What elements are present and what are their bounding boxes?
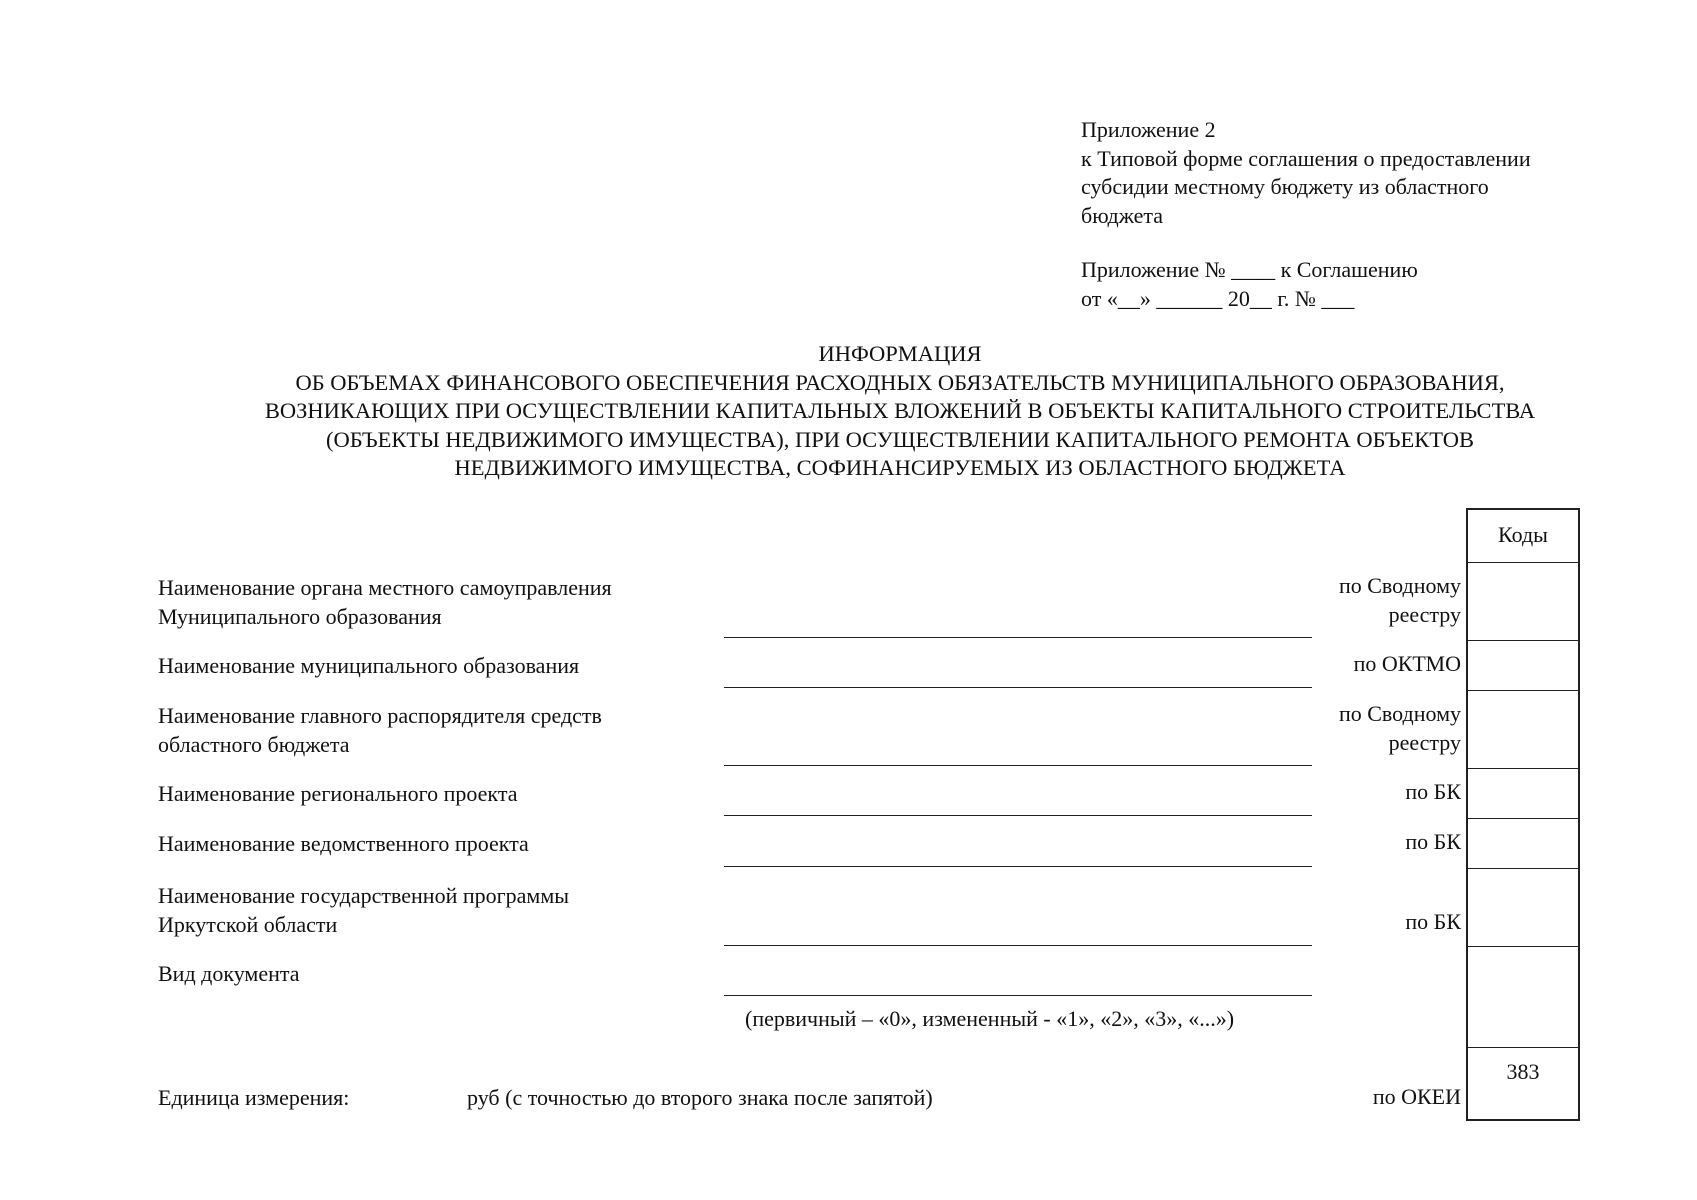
- code-label-bk: по БК: [1405, 829, 1461, 854]
- fill-line-local-authority[interactable]: [724, 637, 1312, 638]
- appendix-line: к Типовой форме соглашения о предоставлении: [1081, 145, 1531, 171]
- fill-line-departmental-project[interactable]: [724, 866, 1312, 867]
- field-label-document-type: Вид документа: [158, 961, 300, 986]
- fill-line-chief-administrator[interactable]: [724, 765, 1312, 766]
- document-type-hint: (первичный – «0», измененный - «1», «2», «3», «...»): [745, 1006, 1235, 1031]
- code-label-oktmo: по ОКТМО: [1353, 651, 1461, 676]
- code-cell-okei: 383: [1468, 1047, 1578, 1121]
- code-cell-local-authority[interactable]: [1468, 562, 1578, 640]
- fill-line-regional-project[interactable]: [724, 815, 1312, 816]
- field-label-local-authority: Наименование органа местного самоуправления Муниципального образования: [158, 575, 612, 629]
- appendix-title: Приложение 2: [1081, 117, 1216, 142]
- field-label-state-program: Наименование государственной программы Иркутской области: [158, 883, 570, 937]
- field-label-departmental-project: Наименование ведомственного проекта: [158, 831, 529, 856]
- title-line: НЕДВИЖИМОГО ИМУЩЕСТВА, СОФИНАНСИРУЕМЫХ ИЗ ОБЛАСТНОГО БЮДЖЕТА: [454, 455, 1346, 480]
- code-cell-departmental-project[interactable]: [1468, 818, 1578, 868]
- code-cell-oktmo[interactable]: [1468, 640, 1578, 690]
- agreement-appendix-number: Приложение № ____ к Соглашению: [1081, 257, 1418, 282]
- field-label-regional-project: Наименование регионального проекта: [158, 781, 518, 806]
- code-label-bk: по БК: [1405, 909, 1461, 934]
- title-line: ОБ ОБЪЕМАХ ФИНАНСОВОГО ОБЕСПЕЧЕНИЯ РАСХОДНЫХ ОБЯЗАТЕЛЬСТВ МУНИЦИПАЛЬНОГО ОБРАЗОВАНИЯ,: [295, 369, 1505, 395]
- appendix-line: бюджета: [1081, 202, 1164, 228]
- field-label-municipality: Наименование муниципального образования: [158, 653, 580, 678]
- codes-box: [1466, 508, 1580, 1121]
- codes-header: Коды: [1498, 522, 1548, 547]
- unit-label: Единица измерения:: [158, 1085, 350, 1110]
- title-line: ВОЗНИКАЮЩИХ ПРИ ОСУЩЕСТВЛЕНИИ КАПИТАЛЬНЫХ ВЛОЖЕНИЙ В ОБЪЕКТЫ КАПИТАЛЬНОГО СТРОИТЕЛЬСТВА: [264, 398, 1536, 423]
- fill-line-municipality[interactable]: [724, 687, 1312, 688]
- unit-value: руб (с точностью до второго знака после запятой): [467, 1085, 933, 1110]
- code-label-bk: по БК: [1405, 779, 1461, 804]
- code-cell-state-program[interactable]: [1468, 868, 1578, 946]
- code-cell-chief-administrator[interactable]: [1468, 690, 1578, 768]
- fill-line-document-type[interactable]: [724, 995, 1312, 996]
- agreement-date-number: от «__» ______ 20__ г. № ___: [1081, 285, 1355, 311]
- code-cell-regional-project[interactable]: [1468, 768, 1578, 818]
- appendix-line: субсидии местному бюджету из областного: [1081, 174, 1489, 199]
- code-label-consolidated-register: по Сводному реестру: [1338, 701, 1461, 755]
- code-label-consolidated-register: по Сводному реестру: [1338, 573, 1461, 627]
- code-label-okei: по ОКЕИ: [1372, 1084, 1461, 1109]
- title-heading: ИНФОРМАЦИЯ: [818, 341, 982, 366]
- fill-line-state-program[interactable]: [724, 945, 1312, 946]
- appendix-header: [1081, 116, 1531, 313]
- title-line: (ОБЪЕКТЫ НЕДВИЖИМОГО ИМУЩЕСТВА), ПРИ ОСУЩЕСТВЛЕНИИ КАПИТАЛЬНОГО РЕМОНТА ОБЪЕКТОВ: [325, 426, 1475, 452]
- code-cell-document-type[interactable]: [1468, 946, 1578, 1047]
- field-label-chief-administrator: Наименование главного распорядителя средств областного бюджета: [158, 703, 602, 757]
- document-title: [100, 340, 1697, 483]
